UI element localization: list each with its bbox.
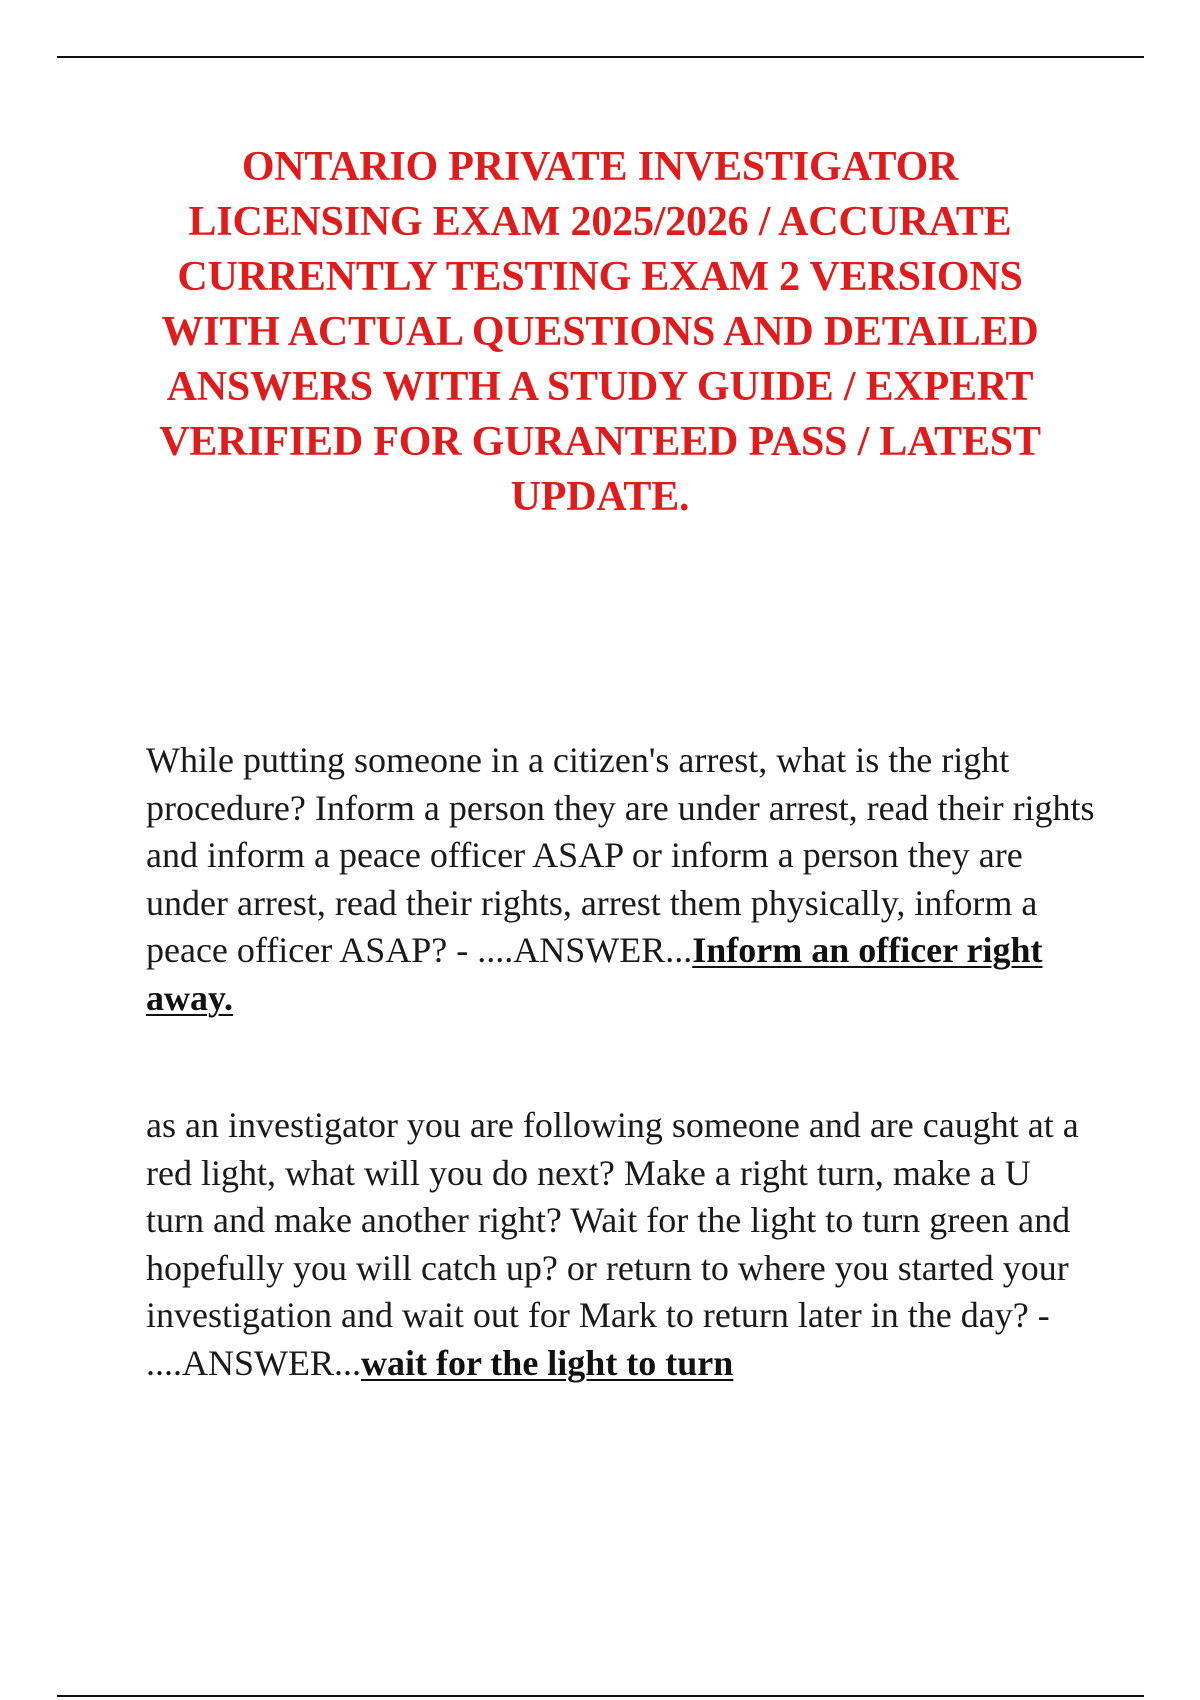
document-title: ONTARIO PRIVATE INVESTIGATOR LICENSING EXAM 2025/2026 / ACCURATE CURRENTLY TESTING EXAM 2 VERSIONS WITH ACTUAL QUESTIONS AND DETAILED ANSWERS WITH A STUDY GUIDE / EXPERT VERIFIED FOR GURANTEED PASS / LATEST UPDATE. <box>159 144 1041 520</box>
question-item-1 <box>146 737 1096 1022</box>
top-divider <box>57 56 1144 58</box>
question-text-2: as an investigator you are following someone and are caught at a red light, what will you do next? Make a right turn, make a U turn and make another right? Wait for the light to turn green and hopefully you will catch up? or return to where you started your investigation and wait out for Mark to return later in the day? - ....ANSWER... <box>146 1105 1079 1383</box>
answer-text-1: Inform an officer right away. <box>146 930 1043 1018</box>
bottom-divider <box>57 1695 1144 1697</box>
answer-text-2: wait for the light to turn <box>361 1342 734 1383</box>
question-text-1: While putting someone in a citizen's arrest, what is the right procedure? Inform a person they are under arrest, read their rights and inform a peace officer ASAP or inform a person they are under arrest, read their rights, arrest them physically, inform a peace officer ASAP? - ....ANSWER... <box>146 740 1095 970</box>
question-item-2 <box>146 1102 1096 1387</box>
